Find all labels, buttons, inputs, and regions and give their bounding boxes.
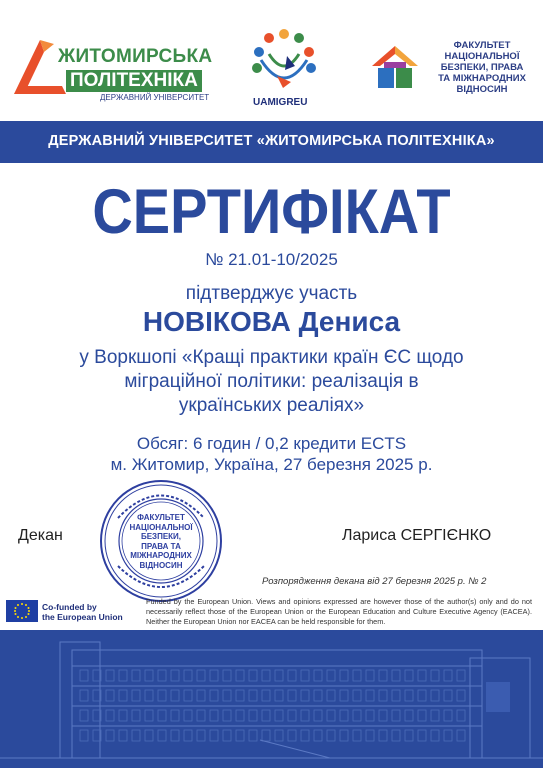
dean-order-text: Розпорядження декана від 27 березня 2025 р. № 2 (262, 576, 487, 587)
eu-cofunded-text: Co-funded by the European Union (42, 602, 123, 622)
signer-name: Лариса СЕРГІЄНКО (342, 527, 492, 544)
faculty-logo-text: ФАКУЛЬТЕТ НАЦІОНАЛЬНОЇ БЕЗПЕКИ, ПРАВА ТА МІЖНАРОДНИХ ВІДНОСИН (438, 40, 526, 95)
logo-line-1: ЖИТОМИРСЬКА (58, 46, 213, 67)
confirmation-text: підтверджує участь (185, 283, 358, 304)
certificate-number: № 21.01-10/2025 (205, 250, 338, 269)
participant-name: НОВІКОВА Дениса (142, 306, 401, 337)
workshop-title: у Воркшопі «Кращі практики країн ЄС щодо міграційної політики: реалізація в українських реаліях» (79, 347, 464, 416)
volume-text: Обсяг: 6 годин / 0,2 кредити ECTS (136, 434, 407, 453)
certificate-title: СЕРТИФІКАТ (92, 176, 451, 247)
faculty-house-icon (370, 44, 420, 90)
stamp-text: ФАКУЛЬТЕТ НАЦІОНАЛЬНОЇ БЕЗПЕКИ, ПРАВА ТА МІЖНАРОДНИХ ВІДНОСИН (129, 513, 193, 570)
footer-building-banner (0, 630, 543, 768)
logo-line-3: ДЕРЖАВНИЙ УНІВЕРСИТЕТ (100, 93, 210, 102)
eu-cofunded-logo (6, 600, 126, 624)
place-date: м. Житомир, Україна, 27 березня 2025 р. (110, 455, 433, 474)
university-building-icon (0, 630, 543, 768)
eu-flag-icon (6, 600, 38, 622)
people-circle-icon (247, 26, 321, 96)
dean-label: Декан (18, 527, 63, 544)
uamigreu-label: UAMIGREU (253, 97, 308, 108)
zhytomyr-polytechnic-logo (10, 38, 220, 102)
university-name: ДЕРЖАВНИЙ УНІВЕРСИТЕТ «ЖИТОМИРСЬКА ПОЛІТЕХНІКА» (48, 133, 495, 149)
faculty-stamp (98, 478, 224, 604)
uamigreu-logo (247, 26, 321, 112)
faculty-logo (370, 38, 540, 98)
university-band (0, 121, 543, 163)
logo-line-2: ПОЛІТЕХНІКА (66, 70, 202, 92)
eu-disclaimer: Funded by the European Union. Views and opinions expressed are however those of the author(s) only and do not necessarily reflect those of the European Union or the European Education and Culture Executive Agency (EACEA). Neither the European Union nor EACEA can be held responsible for them. (146, 597, 532, 626)
